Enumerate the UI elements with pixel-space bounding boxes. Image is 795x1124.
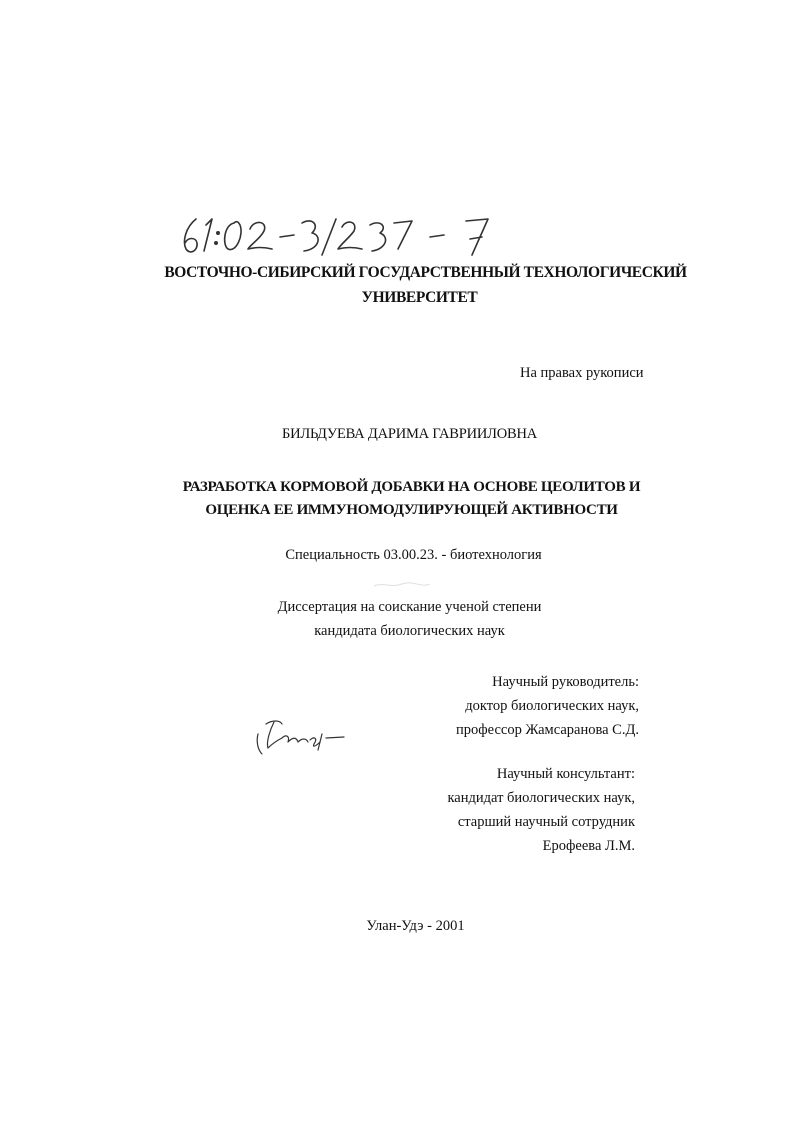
supervisor-block [456,670,639,742]
degree-line1: Диссертация на соискание ученой степени [277,599,542,615]
city-year: Улан-Удэ - 2001 [366,918,465,934]
supervisor-role: Научный руководитель: [492,674,639,690]
rights-note: На правах рукописи [520,365,644,381]
university-name-line1: ВОСТОЧНО-СИБИРСКИЙ ГОСУДАРСТВЕННЫЙ ТЕХНОЛОГИЧЕСКИЙ [164,264,687,281]
consultant-position: старший научный сотрудник [457,814,635,830]
dissertation-title-line2: ОЦЕНКА ЕЕ ИММУНОМОДУЛИРУЮЩЕЙ АКТИВНОСТИ [205,502,618,518]
supervisor-degree: доктор биологических наук, [465,698,639,714]
faint-stamp-smudge [372,578,432,592]
consultant-role: Научный консультант: [496,766,635,782]
degree-line2: кандидата биологических наук [314,623,505,639]
author-name: БИЛЬДУЕВА ДАРИМА ГАВРИИЛОВНА [281,426,538,442]
handwritten-registration-code [176,205,516,265]
handwritten-signature [252,716,348,760]
dissertation-title-line1: РАЗРАБОТКА КОРМОВОЙ ДОБАВКИ НА ОСНОВЕ ЦЕОЛИТОВ И [182,479,641,495]
consultant-degree: кандидат биологических наук, [447,790,635,806]
supervisor-name: профессор Жамсаранова С.Д. [456,722,639,738]
consultant-name: Ерофеева Л.М. [542,838,635,854]
specialty: Специальность 03.00.23. - биотехнология [285,547,542,563]
university-name-line2: УНИВЕРСИТЕТ [361,289,478,306]
consultant-block [447,762,635,858]
